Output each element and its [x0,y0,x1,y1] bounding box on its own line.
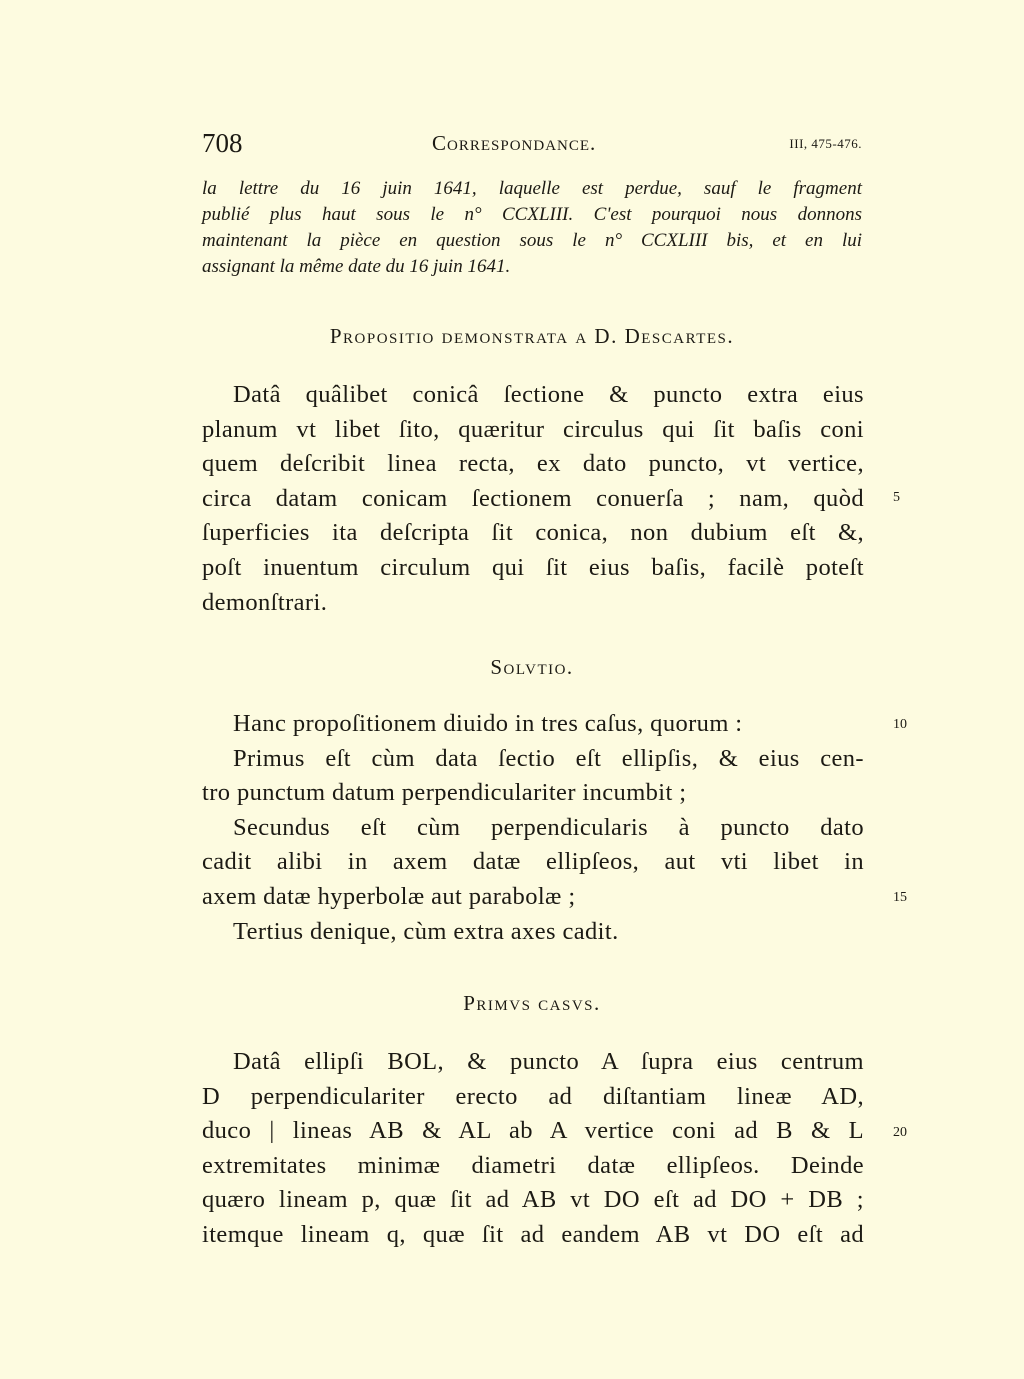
text-line: duco | lineas AB & AL ab A vertice coni ad B & L [202,1117,864,1145]
editor-note [202,176,862,280]
text-line: itemque lineam q, quæ ſit ad eandem AB vt DO eſt ad [202,1220,864,1248]
text-line: Primus eſt cùm data ſectio eſt ellipſis, & eius cen- [233,744,864,772]
running-title: Correspondance. [432,131,597,155]
text-line: poſt inuentum circulum qui ſit eius baſis, facilè poteſt [202,553,864,581]
solutio-heading: Solvtio. [490,655,574,679]
text-line: quæro lineam p, quæ ſit ad AB vt DO eſt ad DO + DB ; [202,1186,864,1214]
text-line: circa datam conicam ſectionem conuerſa ; nam, quòd [202,484,864,512]
line-number-15: 15 [893,890,907,905]
page-header [202,128,862,168]
text-line: Hanc propoſitionem diuido in tres caſus, quorum : [233,710,743,737]
text-line: Tertius denique, cùm extra axes cadit. [233,917,619,945]
note-line: maintenant la pièce en question sous le n° CCXLIII bis, et en lui [202,230,862,251]
volume-reference: III, 475-476. [789,136,862,151]
line-number-20: 20 [893,1125,907,1140]
solutio-text [202,707,864,949]
text-line: planum vt libet ſito, quæritur circulus qui ſit baſis coni [202,415,864,443]
text-line: Datâ ellipſi BOL, & puncto A ſupra eius centrum [233,1048,864,1075]
line-number-5: 5 [893,490,900,505]
text-line: Secundus eſt cùm perpendicularis à puncto dato [233,813,864,841]
primus-heading: Primvs casvs. [463,991,601,1015]
text-line: quem deſcribit linea recta, ex dato puncto, vt vertice, [202,450,864,478]
primus-text [202,1045,864,1253]
text-line: ſuperficies ita deſcripta ſit conica, non dubium eſt &, [202,519,864,547]
propositio-text [202,378,864,620]
note-line: la lettre du 16 juin 1641, laquelle est perdue, sauf le fragment [202,178,862,199]
text-line: tro punctum datum perpendiculariter incumbit ; [202,779,687,807]
line-number-10: 10 [893,717,907,732]
section-title: Propositio demonstrata a D. Descartes. [329,324,735,348]
text-line: axem datæ hyperbolæ aut parabolæ ; [202,882,576,910]
text-line: demonſtrari. [202,588,328,616]
text-line: D perpendiculariter erecto ad diſtantiam lineæ AD, [202,1082,864,1110]
text-line: Datâ quâlibet conicâ ſectione & puncto extra eius [233,381,864,408]
text-line: extremitates minimæ diametri datæ ellipſeos. Deinde [202,1151,864,1179]
page-number: 708 [202,128,243,158]
note-line: publié plus haut sous le n° CCXLIII. C'est pourquoi nous donnons [202,204,862,225]
text-line: cadit alibi in axem datæ ellipſeos, aut vti libet in [202,848,864,876]
note-line: assignant la même date du 16 juin 1641. [202,256,511,277]
